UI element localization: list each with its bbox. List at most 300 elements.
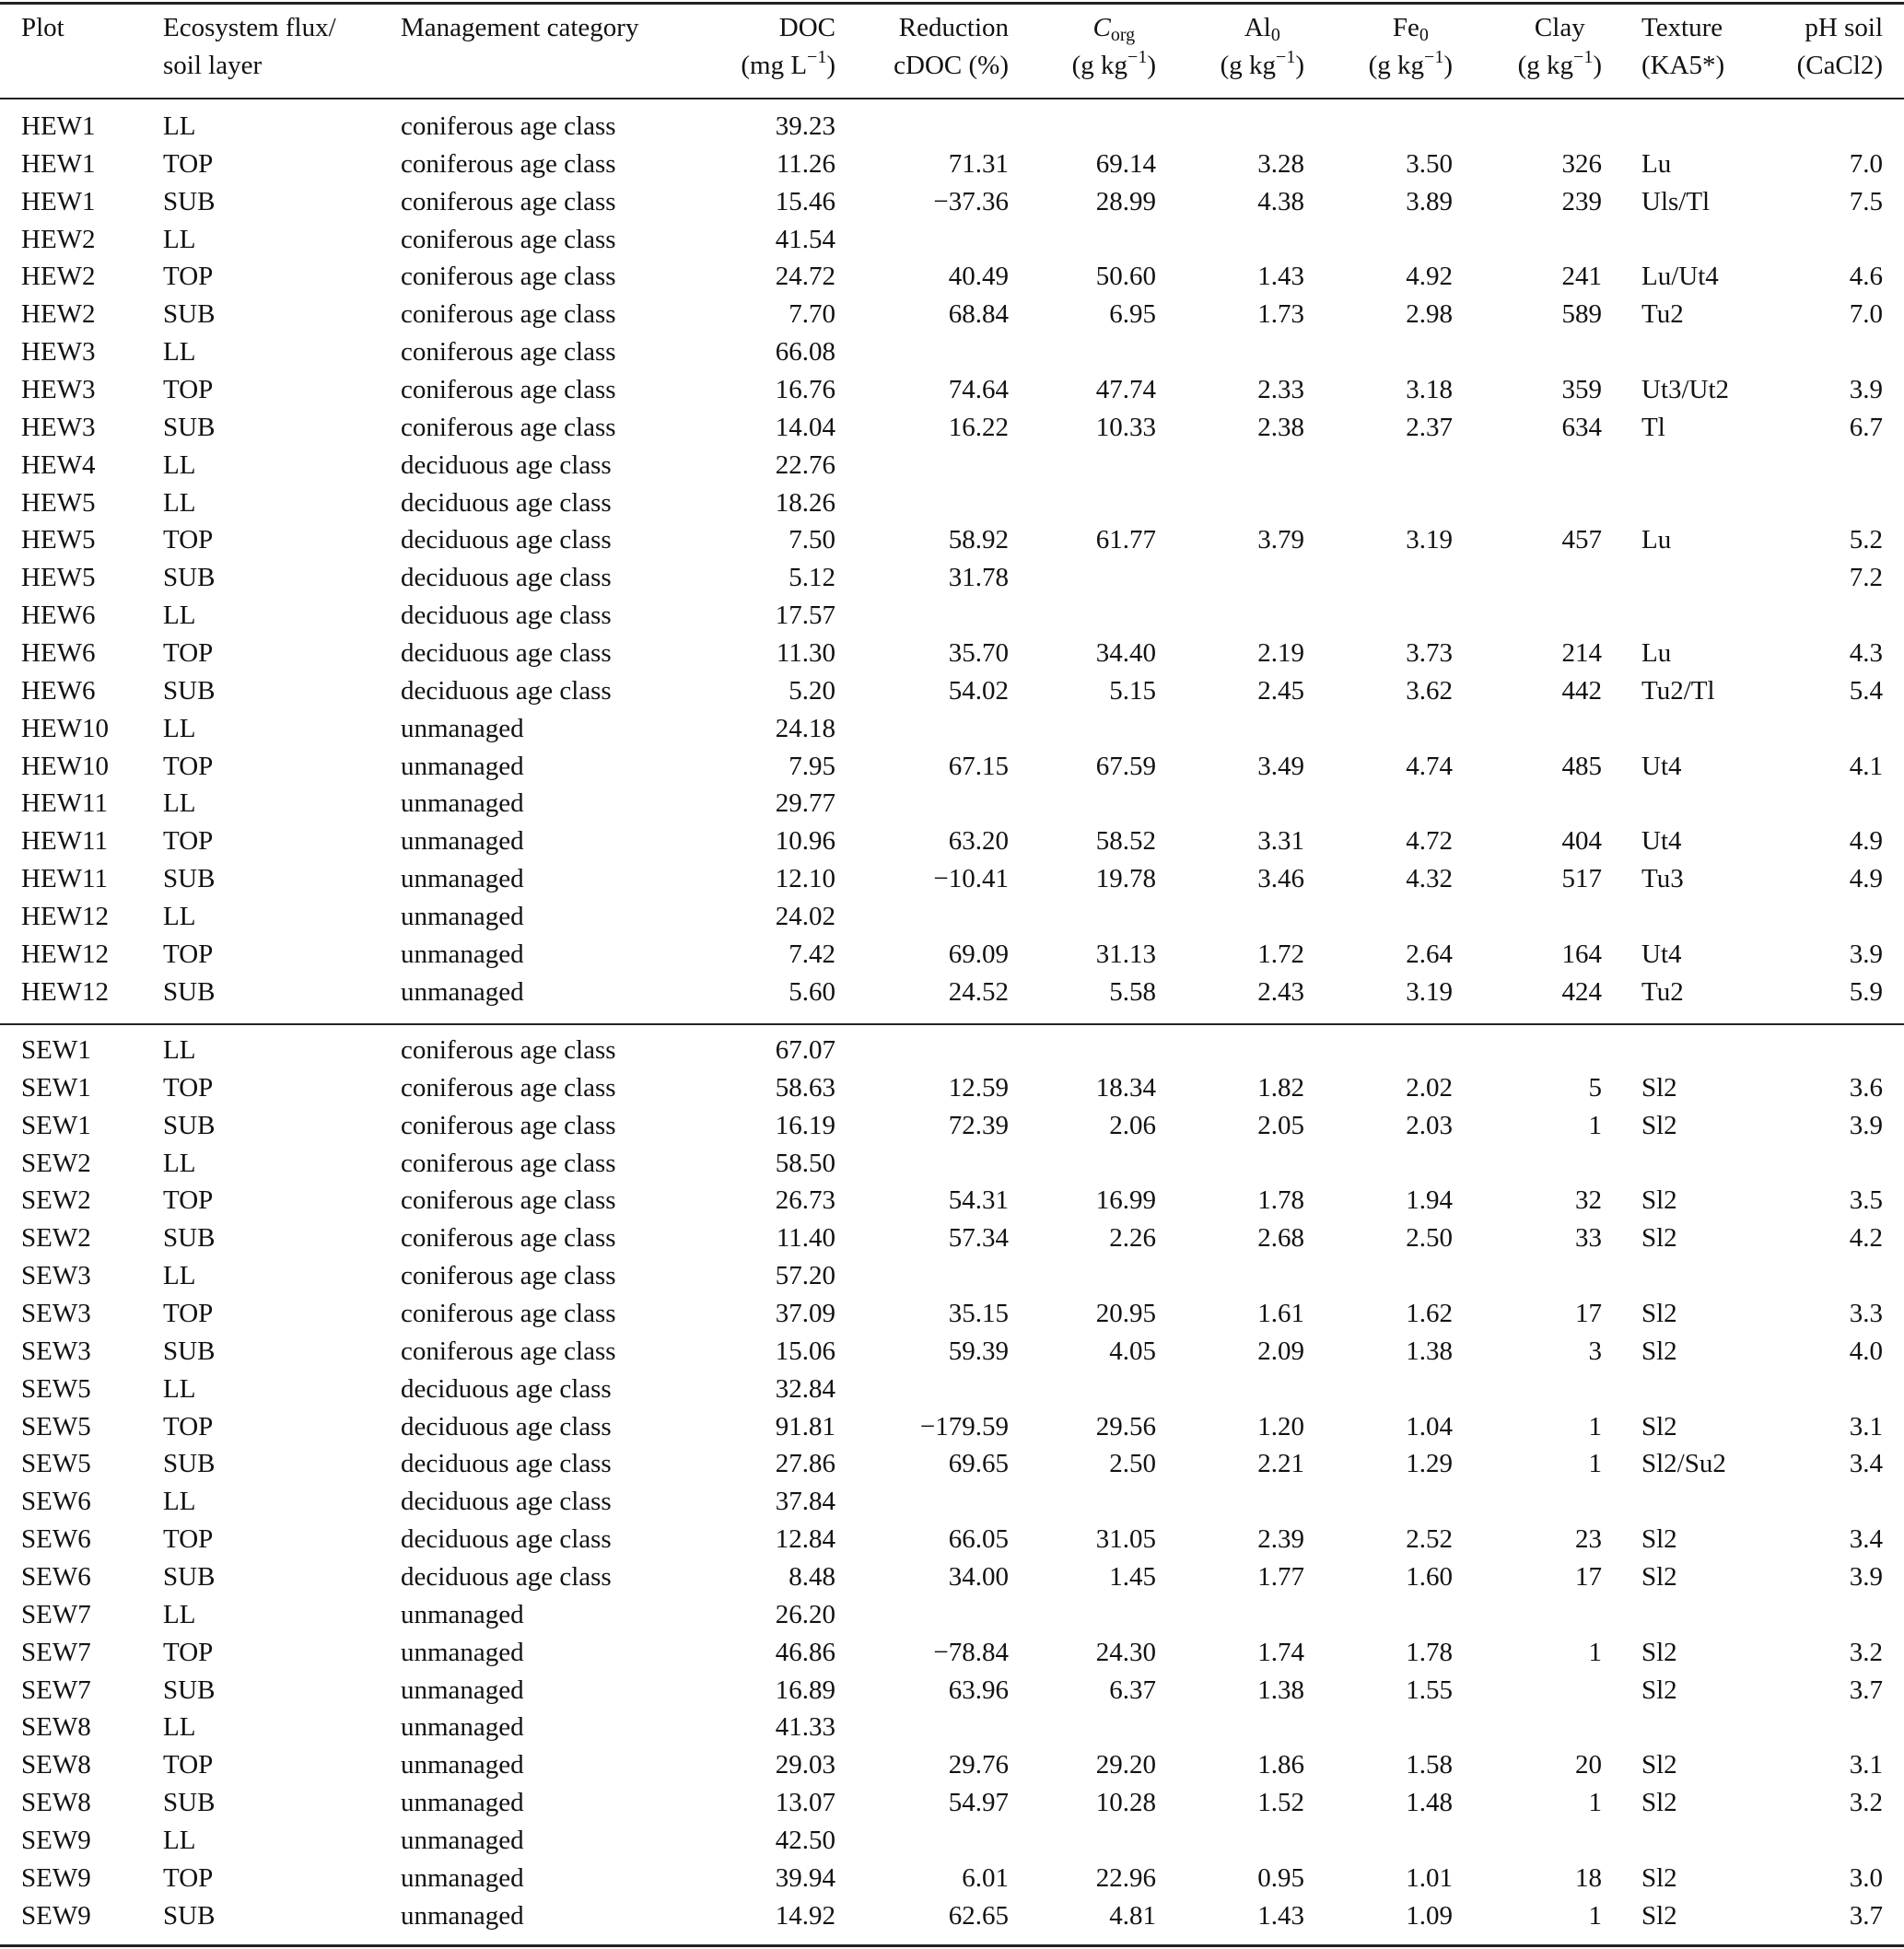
al-cell: 1.73: [1257, 299, 1304, 330]
reduction-cell: 74.64: [948, 374, 1009, 404]
flux-cell: TOP: [163, 1750, 214, 1780]
ph-cell: 5.4: [1849, 675, 1883, 706]
header-doc-line2: (mg $L^{-1}$): [741, 47, 835, 80]
management-cell: unmanaged: [401, 1675, 524, 1705]
management-cell: deciduous age class: [401, 1487, 612, 1517]
fe-cell: 1.29: [1406, 1449, 1453, 1479]
texture-cell: Sl2: [1641, 1900, 1677, 1931]
management-cell: coniferous age class: [401, 1223, 616, 1254]
doc-cell: 58.63: [775, 1072, 835, 1103]
flux-cell: SUB: [163, 186, 216, 216]
management-cell: unmanaged: [401, 976, 524, 1007]
plot-cell: HEW1: [21, 111, 96, 141]
texture-cell: Sl2: [1641, 1561, 1677, 1592]
flux-cell: LL: [163, 901, 196, 931]
flux-cell: TOP: [163, 262, 214, 292]
doc-cell: 58.50: [775, 1148, 835, 1178]
corg-cell: 31.05: [1095, 1524, 1156, 1555]
flux-cell: LL: [163, 788, 196, 819]
flux-cell: SUB: [163, 1110, 216, 1140]
header-flux-line1: Ecosystem flux/: [163, 13, 336, 42]
clay-cell: 326: [1561, 148, 1602, 179]
management-cell: coniferous age class: [401, 186, 616, 216]
flux-cell: TOP: [163, 939, 214, 969]
corg-cell: 6.95: [1109, 299, 1156, 330]
ph-cell: 3.7: [1849, 1900, 1883, 1931]
doc-cell: 57.20: [775, 1261, 835, 1291]
management-cell: deciduous age class: [401, 487, 612, 518]
plot-cell: HEW2: [21, 299, 96, 330]
plot-cell: HEW6: [21, 675, 96, 706]
clay-cell: 17: [1575, 1299, 1602, 1328]
corg-cell: 1.45: [1109, 1561, 1156, 1592]
clay-cell: 23: [1575, 1524, 1602, 1555]
doc-cell: 12.84: [775, 1524, 835, 1555]
management-cell: deciduous age class: [401, 525, 612, 555]
corg-cell: 19.78: [1095, 864, 1156, 893]
management-cell: unmanaged: [401, 788, 524, 819]
flux-cell: TOP: [163, 1862, 214, 1893]
management-cell: unmanaged: [401, 713, 524, 743]
fe-cell: 1.58: [1406, 1750, 1453, 1780]
fe-cell: 4.74: [1406, 751, 1453, 781]
plot-cell: HEW6: [21, 601, 96, 631]
ph-cell: 3.9: [1849, 939, 1883, 969]
doc-cell: 39.94: [775, 1862, 835, 1893]
reduction-cell: 35.15: [948, 1299, 1009, 1328]
texture-cell: Lu: [1641, 148, 1672, 179]
doc-cell: 5.20: [788, 675, 835, 706]
flux-cell: TOP: [163, 1185, 214, 1216]
reduction-cell: 69.65: [948, 1449, 1009, 1479]
corg-cell: 2.26: [1109, 1223, 1156, 1254]
header-corg-line2: (g $kg^{-1}$): [1071, 47, 1156, 80]
doc-cell: 46.86: [775, 1637, 835, 1667]
doc-cell: 27.86: [775, 1449, 835, 1479]
clay-cell: 164: [1561, 939, 1602, 969]
reduction-cell: −78.84: [933, 1637, 1009, 1667]
corg-cell: 2.06: [1109, 1110, 1156, 1140]
texture-cell: Tu2: [1641, 976, 1684, 1007]
management-cell: coniferous age class: [401, 1035, 616, 1065]
al-cell: 1.43: [1257, 1900, 1304, 1931]
flux-cell: SUB: [163, 1449, 216, 1479]
reduction-cell: 63.96: [948, 1675, 1009, 1705]
management-cell: coniferous age class: [401, 1072, 616, 1103]
clay-cell: 1: [1588, 1788, 1602, 1817]
doc-cell: 11.26: [776, 148, 835, 179]
doc-cell: 24.18: [775, 713, 835, 743]
reduction-cell: 62.65: [948, 1900, 1009, 1931]
management-cell: deciduous age class: [401, 1449, 612, 1479]
reduction-cell: 66.05: [948, 1524, 1009, 1555]
al-cell: 0.95: [1257, 1862, 1304, 1893]
al-cell: 1.20: [1257, 1411, 1304, 1441]
ph-cell: 3.4: [1849, 1449, 1883, 1479]
fe-cell: 3.50: [1406, 148, 1453, 179]
fe-cell: 3.19: [1406, 525, 1453, 555]
flux-cell: SUB: [163, 1223, 216, 1254]
fe-cell: 1.60: [1406, 1561, 1453, 1592]
plot-cell: HEW5: [21, 487, 96, 518]
doc-cell: 29.77: [775, 788, 835, 819]
corg-cell: 6.37: [1109, 1675, 1156, 1705]
plot-cell: HEW1: [21, 186, 96, 216]
texture-cell: Uls/Tl: [1641, 186, 1711, 216]
doc-cell: 37.09: [775, 1299, 835, 1328]
doc-cell: 12.10: [775, 864, 835, 893]
clay-cell: 241: [1561, 262, 1602, 292]
texture-cell: Sl2: [1641, 1637, 1677, 1667]
header-reduction-line1: Reduction: [898, 13, 1009, 42]
plot-cell: SEW5: [21, 1449, 91, 1479]
reduction-cell: 71.31: [948, 148, 1009, 179]
management-cell: unmanaged: [401, 1637, 524, 1667]
al-cell: 1.38: [1257, 1675, 1304, 1705]
fe-cell: 3.19: [1406, 976, 1453, 1007]
al-cell: 2.39: [1257, 1524, 1304, 1555]
corg-cell: 67.59: [1095, 751, 1156, 781]
doc-cell: 14.04: [775, 412, 835, 442]
ph-cell: 4.1: [1849, 751, 1883, 781]
fe-cell: 2.98: [1406, 299, 1453, 330]
reduction-cell: 6.01: [962, 1862, 1009, 1893]
reduction-cell: 34.00: [948, 1561, 1009, 1592]
flux-cell: TOP: [163, 525, 214, 555]
texture-cell: Sl2: [1641, 1524, 1677, 1555]
reduction-cell: 40.49: [948, 262, 1009, 292]
management-cell: unmanaged: [401, 1825, 524, 1855]
fe-cell: 2.37: [1406, 412, 1453, 442]
management-cell: deciduous age class: [401, 675, 612, 706]
doc-cell: 29.03: [775, 1750, 835, 1780]
header-clay-line2: (g $kg^{-1}$): [1517, 47, 1602, 80]
reduction-cell: 24.52: [948, 976, 1009, 1007]
fe-cell: 3.73: [1406, 637, 1453, 668]
clay-cell: 424: [1561, 976, 1602, 1007]
management-cell: deciduous age class: [401, 1524, 612, 1555]
reduction-cell: −37.36: [933, 186, 1009, 216]
clay-cell: 634: [1561, 412, 1602, 442]
al-cell: 1.43: [1257, 262, 1304, 292]
texture-cell: Lu: [1641, 525, 1672, 555]
flux-cell: TOP: [163, 1299, 214, 1328]
doc-cell: 67.07: [775, 1035, 835, 1065]
plot-cell: SEW5: [21, 1411, 91, 1441]
management-cell: unmanaged: [401, 1750, 524, 1780]
ph-cell: 3.7: [1849, 1675, 1883, 1705]
flux-cell: SUB: [163, 864, 216, 893]
flux-cell: LL: [163, 1599, 196, 1629]
plot-cell: HEW1: [21, 148, 96, 179]
management-cell: coniferous age class: [401, 412, 616, 442]
doc-cell: 32.84: [775, 1373, 835, 1404]
flux-cell: LL: [163, 337, 196, 368]
management-cell: deciduous age class: [401, 563, 612, 593]
plot-cell: SEW8: [21, 1750, 91, 1780]
header-ph-line1: pH soil: [1805, 13, 1883, 42]
ph-cell: 3.9: [1849, 374, 1883, 404]
plot-cell: SEW3: [21, 1299, 91, 1328]
reduction-cell: 16.22: [948, 412, 1009, 442]
clay-cell: 33: [1575, 1223, 1602, 1254]
al-cell: 1.78: [1257, 1185, 1304, 1216]
texture-cell: Tu2/Tl: [1641, 675, 1715, 706]
ph-cell: 4.0: [1849, 1336, 1883, 1366]
flux-cell: TOP: [163, 148, 214, 179]
al-cell: 2.09: [1257, 1336, 1304, 1366]
ph-cell: 4.2: [1849, 1223, 1883, 1254]
corg-cell: 28.99: [1095, 186, 1156, 216]
clay-cell: 17: [1575, 1561, 1602, 1592]
ph-cell: 3.1: [1849, 1411, 1883, 1441]
plot-cell: HEW5: [21, 525, 96, 555]
clay-cell: 1: [1588, 1411, 1602, 1441]
doc-cell: 5.12: [788, 563, 835, 593]
doc-cell: 66.08: [775, 337, 835, 368]
header-texture-line1: Texture: [1641, 13, 1723, 42]
clay-cell: 517: [1561, 864, 1602, 893]
plot-cell: SEW2: [21, 1223, 91, 1254]
management-cell: unmanaged: [401, 864, 524, 893]
doc-cell: 11.40: [776, 1223, 835, 1254]
header-clay-line1: Clay: [1534, 13, 1585, 42]
fe-cell: 2.64: [1406, 939, 1453, 969]
flux-cell: LL: [163, 449, 196, 480]
fe-cell: 3.89: [1406, 186, 1453, 216]
clay-cell: 1: [1588, 1900, 1602, 1931]
ph-cell: 3.2: [1849, 1788, 1883, 1817]
reduction-cell: 54.97: [948, 1788, 1009, 1817]
ph-cell: 4.9: [1849, 826, 1883, 857]
plot-cell: HEW2: [21, 224, 96, 254]
al-cell: 2.33: [1257, 374, 1304, 404]
ph-cell: 3.2: [1849, 1637, 1883, 1667]
fe-cell: 1.48: [1406, 1788, 1453, 1817]
texture-cell: Sl2: [1641, 1223, 1677, 1254]
plot-cell: SEW2: [21, 1185, 91, 1216]
doc-cell: 7.42: [788, 939, 835, 969]
plot-cell: SEW6: [21, 1524, 91, 1555]
plot-cell: HEW5: [21, 563, 96, 593]
flux-cell: SUB: [163, 976, 216, 1007]
flux-cell: SUB: [163, 1788, 216, 1817]
header-fe-line1: $Fe_0$: [1392, 13, 1429, 45]
fe-cell: 4.92: [1406, 262, 1453, 292]
clay-cell: 404: [1561, 826, 1602, 857]
reduction-cell: 57.34: [948, 1223, 1009, 1254]
plot-cell: HEW3: [21, 374, 96, 404]
clay-cell: 442: [1561, 675, 1602, 706]
fe-cell: 1.01: [1406, 1862, 1453, 1893]
plot-cell: SEW9: [21, 1900, 91, 1931]
header-management-label: Management category: [401, 13, 639, 42]
fe-cell: 4.32: [1406, 864, 1453, 893]
clay-cell: 214: [1561, 637, 1602, 668]
clay-cell: 5: [1588, 1072, 1602, 1103]
doc-cell: 26.20: [775, 1599, 835, 1629]
plot-cell: HEW12: [21, 939, 110, 969]
ph-cell: 3.1: [1849, 1750, 1883, 1780]
doc-cell: 14.92: [775, 1900, 835, 1931]
management-cell: unmanaged: [401, 1712, 524, 1743]
doc-cell: 39.23: [775, 111, 835, 141]
fe-cell: 1.04: [1406, 1411, 1453, 1441]
plot-cell: HEW2: [21, 262, 96, 292]
corg-cell: 24.30: [1095, 1637, 1156, 1667]
texture-cell: Ut4: [1641, 751, 1682, 781]
plot-cell: SEW1: [21, 1072, 91, 1103]
doc-cell: 7.70: [788, 299, 835, 330]
al-cell: 3.28: [1257, 148, 1304, 179]
management-cell: deciduous age class: [401, 449, 612, 480]
clay-cell: 589: [1561, 299, 1602, 330]
reduction-cell: 31.78: [948, 563, 1009, 593]
plot-cell: SEW7: [21, 1675, 91, 1705]
ph-cell: 7.5: [1849, 186, 1883, 216]
al-cell: 2.43: [1257, 976, 1304, 1007]
al-cell: 3.79: [1257, 525, 1304, 555]
flux-cell: TOP: [163, 751, 214, 781]
flux-cell: TOP: [163, 1072, 214, 1103]
management-cell: coniferous age class: [401, 1261, 616, 1291]
al-cell: 2.05: [1257, 1110, 1304, 1140]
flux-cell: TOP: [163, 1637, 214, 1667]
clay-cell: 239: [1561, 186, 1602, 216]
ph-cell: 7.0: [1849, 148, 1883, 179]
reduction-cell: 72.39: [948, 1110, 1009, 1140]
reduction-cell: 12.59: [948, 1072, 1009, 1103]
plot-cell: HEW10: [21, 713, 110, 743]
plot-cell: HEW6: [21, 637, 96, 668]
management-cell: unmanaged: [401, 901, 524, 931]
plot-cell: SEW8: [21, 1712, 91, 1743]
plot-cell: HEW11: [21, 826, 108, 857]
corg-cell: 22.96: [1095, 1862, 1156, 1893]
fe-cell: 3.62: [1406, 675, 1453, 706]
texture-cell: Sl2: [1641, 1862, 1677, 1893]
clay-cell: 3: [1588, 1336, 1602, 1366]
plot-cell: HEW3: [21, 337, 96, 368]
fe-cell: 1.78: [1406, 1637, 1453, 1667]
plot-cell: SEW7: [21, 1599, 91, 1629]
texture-cell: Tu2: [1641, 299, 1684, 330]
flux-cell: SUB: [163, 1561, 216, 1592]
header-texture-line2: (KA5*): [1641, 51, 1725, 80]
header-al-line2: (g $kg^{-1}$): [1220, 47, 1304, 80]
clay-cell: 1: [1588, 1637, 1602, 1667]
al-cell: 2.45: [1257, 675, 1304, 706]
texture-cell: Sl2: [1641, 1299, 1677, 1328]
al-cell: 1.72: [1257, 939, 1304, 969]
texture-cell: Sl2: [1641, 1185, 1677, 1216]
plot-cell: SEW6: [21, 1487, 91, 1517]
management-cell: deciduous age class: [401, 601, 612, 631]
plot-cell: HEW4: [21, 449, 96, 480]
clay-cell: 1: [1588, 1110, 1602, 1140]
al-cell: 1.82: [1257, 1072, 1304, 1103]
corg-cell: 58.52: [1095, 826, 1156, 857]
texture-cell: Sl2: [1641, 1110, 1677, 1140]
reduction-cell: 29.76: [948, 1750, 1009, 1780]
corg-cell: 20.95: [1095, 1299, 1156, 1328]
doc-cell: 5.60: [788, 976, 835, 1007]
plot-cell: SEW9: [21, 1862, 91, 1893]
management-cell: coniferous age class: [401, 224, 616, 254]
ph-cell: 3.0: [1849, 1862, 1883, 1893]
doc-cell: 41.54: [775, 224, 835, 254]
header-flux-line2: soil layer: [163, 51, 263, 80]
plot-cell: SEW3: [21, 1336, 91, 1366]
texture-cell: Sl2: [1641, 1675, 1677, 1705]
ph-cell: 5.2: [1849, 525, 1883, 555]
ph-cell: 3.4: [1849, 1524, 1883, 1555]
clay-cell: 18: [1575, 1862, 1602, 1893]
doc-cell: 18.26: [775, 487, 835, 518]
texture-cell: Sl2: [1641, 1788, 1677, 1817]
plot-cell: SEW1: [21, 1035, 91, 1065]
reduction-cell: 54.02: [948, 675, 1009, 706]
doc-cell: 17.57: [775, 601, 835, 631]
management-cell: deciduous age class: [401, 1411, 612, 1441]
plot-cell: SEW6: [21, 1561, 91, 1592]
management-cell: deciduous age class: [401, 1561, 612, 1592]
clay-cell: 1: [1588, 1449, 1602, 1479]
corg-cell: 29.56: [1095, 1411, 1156, 1441]
doc-cell: 26.73: [775, 1185, 835, 1216]
management-cell: coniferous age class: [401, 337, 616, 368]
reduction-cell: 59.39: [948, 1336, 1009, 1366]
reduction-cell: 58.92: [948, 525, 1009, 555]
clay-cell: 20: [1575, 1750, 1602, 1780]
management-cell: deciduous age class: [401, 637, 612, 668]
al-cell: 2.19: [1257, 637, 1304, 668]
reduction-cell: 63.20: [948, 826, 1009, 857]
corg-cell: 10.28: [1095, 1788, 1156, 1817]
management-cell: coniferous age class: [401, 299, 616, 330]
doc-cell: 24.72: [775, 262, 835, 292]
ph-cell: 5.9: [1849, 976, 1883, 1007]
management-cell: coniferous age class: [401, 1336, 616, 1366]
doc-cell: 42.50: [775, 1825, 835, 1855]
plot-cell: HEW3: [21, 412, 96, 442]
reduction-cell: 35.70: [948, 637, 1009, 668]
reduction-cell: −179.59: [919, 1411, 1009, 1441]
doc-cell: 22.76: [775, 449, 835, 480]
fe-cell: 1.55: [1406, 1675, 1453, 1705]
texture-cell: Sl2: [1641, 1072, 1677, 1103]
plot-cell: HEW12: [21, 901, 110, 931]
header-reduction-line2: cDOC (%): [894, 51, 1009, 80]
doc-cell: 11.30: [776, 637, 835, 668]
flux-cell: LL: [163, 487, 196, 518]
plot-cell: HEW12: [21, 976, 110, 1007]
ph-cell: 3.3: [1849, 1299, 1883, 1328]
flux-cell: LL: [163, 1487, 196, 1517]
corg-cell: 5.15: [1109, 675, 1156, 706]
al-cell: 1.77: [1257, 1561, 1304, 1592]
fe-cell: 1.94: [1406, 1185, 1453, 1216]
texture-cell: Lu/Ut4: [1641, 262, 1719, 292]
clay-cell: 485: [1561, 751, 1602, 781]
doc-cell: 15.06: [775, 1336, 835, 1366]
header-corg-line1: $C_{org}$: [1092, 13, 1136, 45]
clay-cell: 457: [1561, 525, 1602, 555]
fe-cell: 1.09: [1406, 1900, 1453, 1931]
corg-cell: 29.20: [1095, 1750, 1156, 1780]
reduction-cell: 68.84: [948, 299, 1009, 330]
fe-cell: 1.38: [1406, 1336, 1453, 1366]
